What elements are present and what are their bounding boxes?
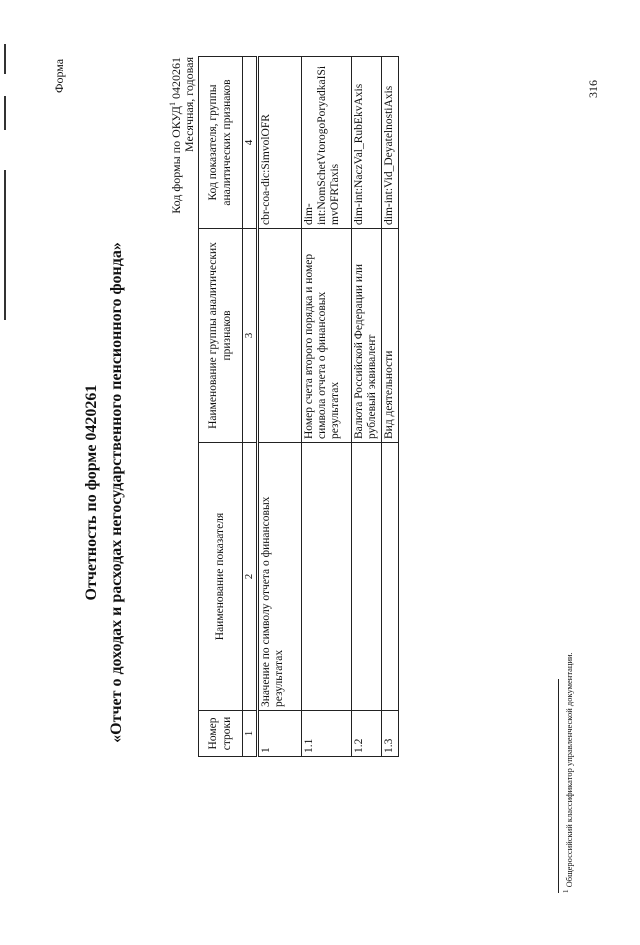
- row-number: 1.1: [301, 711, 351, 757]
- document-title: Отчетность по форме 0420261: [83, 384, 100, 601]
- table-row: [301, 57, 351, 757]
- table-header-row: [199, 57, 243, 757]
- group-name: [257, 229, 301, 443]
- indicator-name: [351, 443, 381, 711]
- indicator-name: [301, 443, 351, 711]
- document-subtitle: «Отчет о доходах и расходах негосударственного пенсионного фонда»: [108, 242, 125, 743]
- row-number: 1.3: [381, 711, 398, 757]
- footnote-text: Общероссийский классификатор управленческой документации.: [563, 652, 574, 888]
- footnote-ref: 1: [168, 102, 177, 106]
- row-number: 1: [257, 711, 301, 757]
- header-code: Код показателя, группы аналитических признаков: [199, 57, 243, 229]
- table-row: [351, 57, 381, 757]
- group-name: Номер счета второго порядка и номер символа отчета о финансовых результатах: [301, 229, 351, 443]
- indicator-code: dim-int:Vid_DeyatelnostiAxis: [381, 57, 398, 229]
- footnote: [562, 652, 574, 893]
- periodicity: Месячная, годовая: [182, 57, 196, 153]
- row-number: 1.2: [351, 711, 381, 757]
- group-name: Вид деятельности: [381, 229, 398, 443]
- group-name: Валюта Российской Федерации или рублевый эквивалент: [351, 229, 381, 443]
- okud-label: Код формы по ОКУД: [169, 106, 183, 214]
- form-label: Форма: [52, 58, 66, 93]
- column-number-row: [243, 57, 258, 757]
- header-group-name: Наименование группы аналитических признаков: [199, 229, 243, 443]
- table-row: [257, 57, 301, 757]
- indicator-code: dim-int:NomSchetVtorogoPoryadkaISimvOFRTaxis: [301, 57, 351, 229]
- table-row: [381, 57, 398, 757]
- indicator-table: [198, 56, 399, 757]
- indicator-code: dim-int:NaczVal_RubEkvAxis: [351, 57, 381, 229]
- okud-number: 0420261: [169, 57, 183, 99]
- indicator-name: [381, 443, 398, 711]
- indicator-name: Значение по символу отчета о финансовых результатах: [257, 443, 301, 711]
- indicator-code: cbr-coa-dic:SimvolOFR: [257, 57, 301, 229]
- footnote-marker: 1: [562, 889, 570, 893]
- column-number: 1: [243, 711, 258, 757]
- page-number: 316: [586, 80, 600, 98]
- column-number: 3: [243, 229, 258, 443]
- column-number: 4: [243, 57, 258, 229]
- footnote-separator: [558, 679, 559, 893]
- column-number: 2: [243, 443, 258, 711]
- header-indicator-name: Наименование показателя: [199, 443, 243, 711]
- header-row-number: Номер строки: [199, 711, 243, 757]
